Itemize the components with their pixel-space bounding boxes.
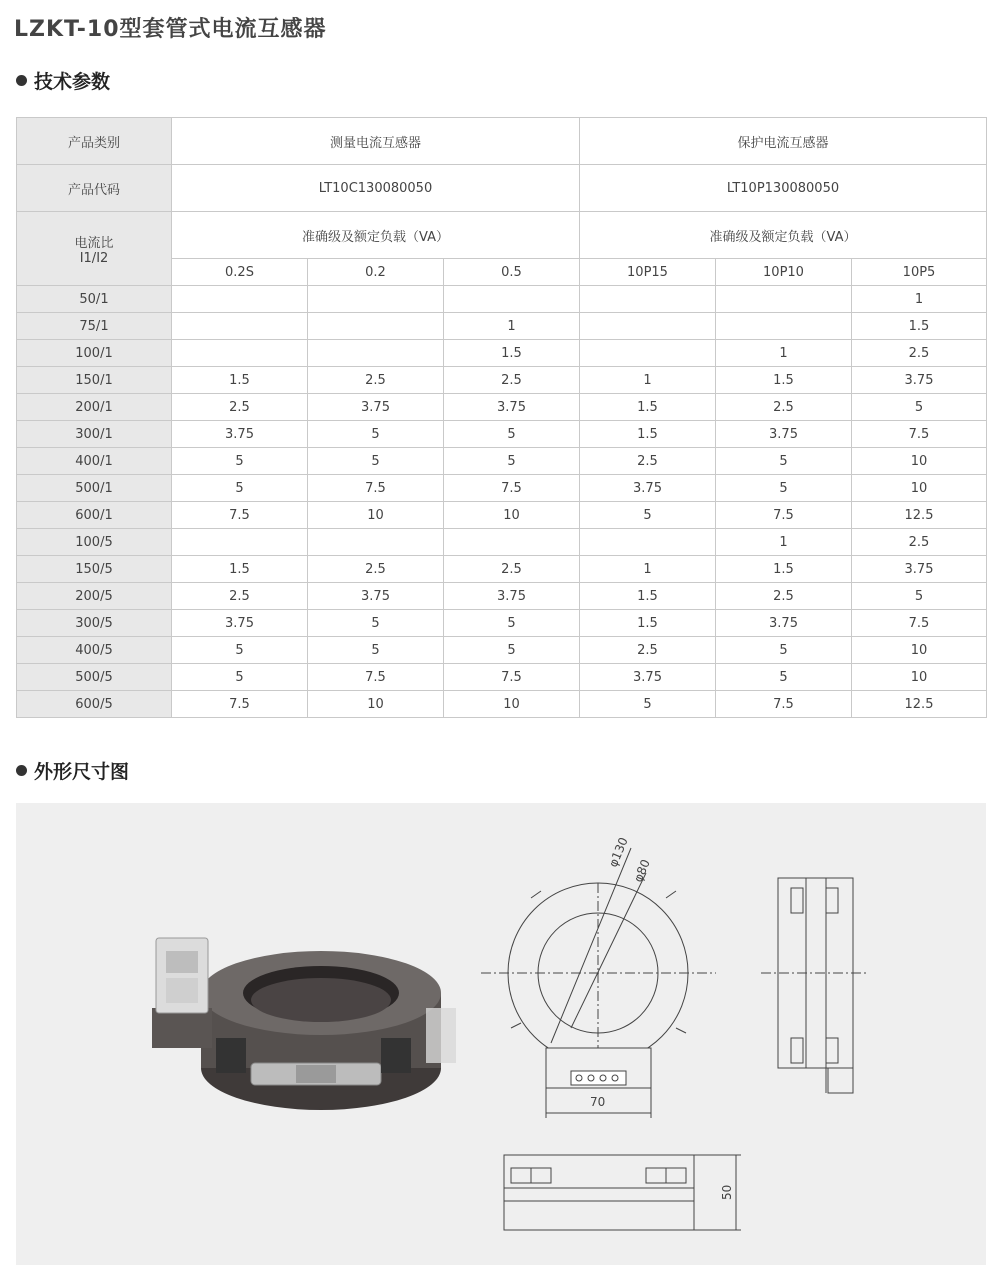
value-cell: 5 xyxy=(580,502,716,529)
ratio-label-line2: I1/I2 xyxy=(79,250,109,266)
accuracy-protect: 准确级及额定负载（VA） xyxy=(580,212,987,259)
value-cell: 10 xyxy=(444,691,580,718)
value-cell: 2.5 xyxy=(716,583,852,610)
value-cell: 5 xyxy=(444,637,580,664)
value-cell: 5 xyxy=(580,691,716,718)
bullet-icon xyxy=(16,75,27,86)
ratio-cell: 75/1 xyxy=(17,313,172,340)
table-row xyxy=(17,691,987,718)
value-cell: 1.5 xyxy=(172,367,308,394)
table-row xyxy=(17,610,987,637)
dim-inner-label: φ80 xyxy=(630,857,653,885)
value-cell xyxy=(308,340,444,367)
value-cell: 3.75 xyxy=(716,421,852,448)
value-cell: 1 xyxy=(444,313,580,340)
value-cell: 12.5 xyxy=(852,502,987,529)
ratio-cell: 50/1 xyxy=(17,286,172,313)
type-label: 产品类别 xyxy=(17,118,172,165)
value-cell: 5 xyxy=(172,664,308,691)
value-cell: 1 xyxy=(716,529,852,556)
class-cell: 0.2 xyxy=(308,259,444,286)
front-view-drawing xyxy=(481,848,716,1118)
value-cell: 10 xyxy=(444,502,580,529)
value-cell: 2.5 xyxy=(172,394,308,421)
value-cell: 5 xyxy=(444,421,580,448)
value-cell: 2.5 xyxy=(580,448,716,475)
code-measure: LT10C130080050 xyxy=(172,165,580,212)
value-cell: 3.75 xyxy=(172,610,308,637)
table-row xyxy=(17,367,987,394)
value-cell xyxy=(580,340,716,367)
bottom-view-drawing xyxy=(504,1155,741,1230)
value-cell: 7.5 xyxy=(444,664,580,691)
value-cell: 7.5 xyxy=(716,502,852,529)
value-cell xyxy=(172,286,308,313)
ratio-cell: 200/5 xyxy=(17,583,172,610)
value-cell: 3.75 xyxy=(580,664,716,691)
value-cell: 1 xyxy=(580,556,716,583)
type-measure: 测量电流互感器 xyxy=(172,118,580,165)
table-row xyxy=(17,502,987,529)
value-cell: 5 xyxy=(716,637,852,664)
value-cell xyxy=(172,340,308,367)
value-cell: 3.75 xyxy=(852,556,987,583)
value-cell: 5 xyxy=(308,421,444,448)
value-cell: 1 xyxy=(852,286,987,313)
value-cell xyxy=(716,286,852,313)
section-heading-outline xyxy=(16,757,129,784)
code-label: 产品代码 xyxy=(17,165,172,212)
type-protect: 保护电流互感器 xyxy=(580,118,987,165)
value-cell: 2.5 xyxy=(852,340,987,367)
table-row xyxy=(17,556,987,583)
value-cell: 1.5 xyxy=(444,340,580,367)
value-cell: 1.5 xyxy=(580,421,716,448)
value-cell: 5 xyxy=(852,583,987,610)
value-cell: 5 xyxy=(716,475,852,502)
value-cell: 3.75 xyxy=(716,610,852,637)
value-cell: 1.5 xyxy=(172,556,308,583)
value-cell: 2.5 xyxy=(852,529,987,556)
table-row xyxy=(17,340,987,367)
table-row xyxy=(17,394,987,421)
outline-drawings xyxy=(16,803,986,1265)
value-cell xyxy=(444,286,580,313)
value-cell: 10 xyxy=(852,664,987,691)
outline-drawing-panel xyxy=(16,803,986,1265)
value-cell: 3.75 xyxy=(580,475,716,502)
product-photo xyxy=(152,938,456,1110)
value-cell: 7.5 xyxy=(852,421,987,448)
value-cell: 5 xyxy=(716,664,852,691)
dim-outer-label: φ130 xyxy=(605,835,631,870)
value-cell: 1.5 xyxy=(580,610,716,637)
value-cell: 10 xyxy=(852,475,987,502)
table-row xyxy=(17,475,987,502)
value-cell: 7.5 xyxy=(308,475,444,502)
value-cell xyxy=(308,286,444,313)
value-cell xyxy=(308,313,444,340)
class-cell: 0.5 xyxy=(444,259,580,286)
value-cell: 7.5 xyxy=(172,691,308,718)
value-cell: 7.5 xyxy=(852,610,987,637)
table-row xyxy=(17,448,987,475)
ratio-cell: 400/1 xyxy=(17,448,172,475)
accuracy-measure: 准确级及额定负载（VA） xyxy=(172,212,580,259)
value-cell xyxy=(580,286,716,313)
value-cell: 2.5 xyxy=(444,367,580,394)
section-heading-tech-label: 技术参数 xyxy=(34,71,111,93)
code-protect: LT10P130080050 xyxy=(580,165,987,212)
value-cell: 5 xyxy=(444,448,580,475)
value-cell: 3.75 xyxy=(444,583,580,610)
value-cell: 1.5 xyxy=(852,313,987,340)
value-cell xyxy=(308,529,444,556)
value-cell: 10 xyxy=(308,502,444,529)
value-cell: 1 xyxy=(580,367,716,394)
ratio-cell: 100/5 xyxy=(17,529,172,556)
value-cell: 12.5 xyxy=(852,691,987,718)
value-cell xyxy=(444,529,580,556)
value-cell xyxy=(580,313,716,340)
value-cell xyxy=(172,313,308,340)
ratio-cell: 500/5 xyxy=(17,664,172,691)
value-cell: 7.5 xyxy=(716,691,852,718)
value-cell: 1.5 xyxy=(580,583,716,610)
value-cell: 10 xyxy=(852,448,987,475)
ratio-cell: 150/5 xyxy=(17,556,172,583)
ratio-label xyxy=(17,212,172,286)
value-cell xyxy=(580,529,716,556)
value-cell: 7.5 xyxy=(308,664,444,691)
value-cell: 10 xyxy=(308,691,444,718)
ratio-cell: 150/1 xyxy=(17,367,172,394)
value-cell xyxy=(716,313,852,340)
class-cell: 10P10 xyxy=(716,259,852,286)
table-row xyxy=(17,583,987,610)
ratio-label-line1: 电流比 xyxy=(74,235,114,251)
value-cell: 2.5 xyxy=(308,367,444,394)
value-cell: 5 xyxy=(852,394,987,421)
table-row xyxy=(17,637,987,664)
ratio-cell: 600/5 xyxy=(17,691,172,718)
ratio-cell: 500/1 xyxy=(17,475,172,502)
value-cell: 3.75 xyxy=(308,394,444,421)
value-cell: 1.5 xyxy=(716,556,852,583)
value-cell: 1.5 xyxy=(716,367,852,394)
value-cell: 7.5 xyxy=(172,502,308,529)
value-cell: 2.5 xyxy=(580,637,716,664)
value-cell: 2.5 xyxy=(716,394,852,421)
value-cell: 2.5 xyxy=(308,556,444,583)
value-cell: 5 xyxy=(308,637,444,664)
section-heading-tech xyxy=(16,67,110,94)
value-cell: 5 xyxy=(308,610,444,637)
page-title: LZKT-10型套管式电流互感器 xyxy=(14,17,327,42)
ratio-cell: 400/5 xyxy=(17,637,172,664)
value-cell: 5 xyxy=(172,475,308,502)
value-cell: 5 xyxy=(172,637,308,664)
section-heading-outline-label: 外形尺寸图 xyxy=(34,761,130,783)
value-cell: 3.75 xyxy=(444,394,580,421)
value-cell xyxy=(172,529,308,556)
table-row xyxy=(17,421,987,448)
ratio-cell: 600/1 xyxy=(17,502,172,529)
value-cell: 10 xyxy=(852,637,987,664)
value-cell: 3.75 xyxy=(308,583,444,610)
ratio-cell: 300/5 xyxy=(17,610,172,637)
value-cell: 3.75 xyxy=(172,421,308,448)
side-view-drawing xyxy=(761,878,866,1093)
class-cell: 10P15 xyxy=(580,259,716,286)
value-cell: 5 xyxy=(444,610,580,637)
spec-table xyxy=(16,117,987,718)
table-row xyxy=(17,313,987,340)
value-cell: 5 xyxy=(716,448,852,475)
ratio-cell: 300/1 xyxy=(17,421,172,448)
table-row xyxy=(17,664,987,691)
class-cell: 10P5 xyxy=(852,259,987,286)
value-cell: 3.75 xyxy=(852,367,987,394)
value-cell: 2.5 xyxy=(172,583,308,610)
value-cell: 1.5 xyxy=(580,394,716,421)
ratio-cell: 100/1 xyxy=(17,340,172,367)
value-cell: 2.5 xyxy=(444,556,580,583)
value-cell: 5 xyxy=(172,448,308,475)
value-cell: 5 xyxy=(308,448,444,475)
value-cell: 7.5 xyxy=(444,475,580,502)
dim-width-label: 70 xyxy=(590,1095,606,1109)
class-cell: 0.2S xyxy=(172,259,308,286)
ratio-cell: 200/1 xyxy=(17,394,172,421)
value-cell: 1 xyxy=(716,340,852,367)
dim-height-label: 50 xyxy=(720,1184,734,1200)
table-row xyxy=(17,286,987,313)
table-row xyxy=(17,529,987,556)
bullet-icon xyxy=(16,765,27,776)
